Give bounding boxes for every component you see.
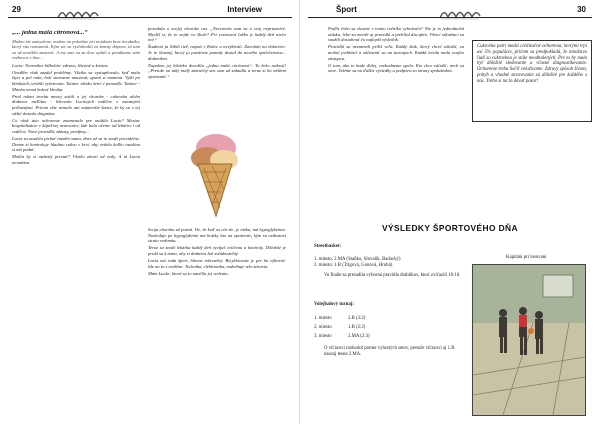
result-item: 2. miesto: 1.B (Trigová, Gonová, Hrubá) xyxy=(314,263,393,268)
result-place: 1. miesto xyxy=(314,316,332,321)
volleyball-heading: Volejbalový turnaj: xyxy=(314,302,354,307)
paragraph: Pred rokmi trochu menej zistili o jej chorobe - cukrovka alebo diabetes mellitus - lekovala Luciiných rodičov s ostatnými príbuznými. Pritom ešte nemalo ani najmenšie šance, že by sa v tej vášní dostala diagnóza. xyxy=(12,93,140,116)
left-column-1 xyxy=(12,30,140,418)
info-box: Cukrovka patrí medzi civilizačné ochorenia, ktorými trpí asi 5% populácie, pričom sa predpokladá, že množstvo ľudí so cukrovkou je stále neodhalených. Pre to by mala byť dôležité sledovanie a včasné diagnostikovanie. Ochorenie treba liečiť celoživotne. Zdravý spôsob života, pohyb a vhodné stravovanie sú dôležité pre každého z nás. Treba si na to dávať pozor! xyxy=(472,40,592,122)
streetball-note: Vo finále sa presadila výborná pravidla drablikov, ktorí zvíťazili 16:10. xyxy=(324,273,461,278)
article-headline: „... jedna malá citrónová...“ xyxy=(12,30,88,36)
paragraph: Pravidlá sa nezmenili príliš veľa. Každý žiak, ktorý chcel súťažiť, sa mohol prihlásiť a zúčastniť sa na turnajoch. Každá trieda mala svojho zástupcu. xyxy=(328,44,464,61)
right-column-1 xyxy=(328,26,464,196)
paragraph: Svoju chorobu už pozná. Vie, že keď sa cíti zle, je nízka, má hypoglykémiu. Nasleduje po hypoglykémii má krátky čas na opatrenie, kým sa nedostaví strata vedomia. xyxy=(148,227,286,244)
article-lead: Možno ste zamyslene, možno na poludnie pri nejakom brze úvodníku, ktorý vás rozosmial. Kým ste sa vyslobodili zo zmeny dojmov, tá tam sa už nestihla zastaviť. A my sme sa za ňou vydali a ponúkame vám rozhovor s ňou... xyxy=(12,38,140,61)
header-rule-left xyxy=(8,17,292,18)
paragraph: Onedlho však zazdal problémy. Všetko sa vystupňovalo, keď mala štyri a pol roka, boli starostne unavená, spomí si mamina. Vyšli po klinikách, urobili vyšetrenia. Tatiner všetko šetrí v pomodle. Tatiner - Mnoho nemá bolesť klinika. xyxy=(12,69,140,92)
paragraph: Lucia má rada šport, hlavne rekreačný. Bicyklovanie je pre ňu výborné. Ide na to s rodičmi. Technika, elektronika, nadvihuje telo zdravia. xyxy=(148,258,286,269)
paragraph: O tom, ako to bude ďalej, rozhodneme spolu. Kto chce súťažiť, nech sa ozve. Tešíme sa na ďalšie výsledky a podporu zo strany spolužiakov. xyxy=(328,62,464,74)
volleyball-results xyxy=(314,302,464,358)
result-team: 1.B (2:2) xyxy=(348,325,366,330)
result-team: 2.MA (2:3) xyxy=(348,334,370,339)
page-number-left: 29 xyxy=(12,5,21,14)
right-page xyxy=(300,0,600,424)
left-header xyxy=(8,3,292,17)
paragraph: Teraz sa snaží lekárka každý deň vyvíjať cvičenia a kontroly. Dôležité je pridá sa k tomu, aby si diabetes bol zvládnuteľný. xyxy=(148,245,286,256)
gym-scene-image xyxy=(473,265,585,415)
section-title-right: Šport xyxy=(336,5,357,14)
volleyball-note: O víťazovi rozhodol pomer vyhratých setov, pretože víťazovi aj 1.B naozaj tesne 2.MA. xyxy=(324,346,455,357)
right-header xyxy=(308,3,592,17)
result-item: 1. miesto: 2.MA (Staňko, Slovalík, Badacký) xyxy=(314,257,401,262)
paragraph: Napokon jej lekárka dovolila „jednu malú citrónovú“. To bolo radosti! „Pretože za taký malý zázračný sen som už zabudla a teraz si ho môžem spomenúť.“ xyxy=(148,62,286,79)
sports-hall-photo xyxy=(472,264,586,416)
result-team: 2.B (3:2) xyxy=(348,316,366,321)
result-place: 2. miesto xyxy=(314,325,332,330)
results-title: VÝSLEDKY ŠPORTOVÉHO DŇA xyxy=(382,223,518,233)
paragraph: Mohla by si niekedy prestať? Všetko závisí od vedy. A tú Lucia nevzdáva. xyxy=(12,154,140,166)
paragraph: Lucia: Normálne bilbolito- zdravo, šťastné a krásne. xyxy=(12,62,109,68)
left-column-2-top xyxy=(148,26,286,121)
paragraph: Mám Lucke, ktorá sa to naučila jej vedeniu. xyxy=(148,270,229,276)
ice-cream-cone-image xyxy=(176,128,256,220)
photo-caption: Kapitáni pri losovaní xyxy=(506,255,547,260)
left-column-2-bottom xyxy=(148,227,286,419)
paragraph: Študenti ju ľúbili tiež, najmä v Rožve a nevýžívali. Zavolala na doktorov: Je to šťastný, ktorý ju pozitívne pomaly dostal do nového spoločenstva... diabetikov. xyxy=(148,44,286,61)
streetball-heading: Streetbasket: xyxy=(314,244,342,249)
streetball-results xyxy=(314,244,464,279)
header-rule-right xyxy=(308,17,592,18)
paragraph: povedala o svojej chorobe raz. „Nevravela som sa o svoj nepriaznivé. Myslíš si, že to nejde vo škole? Pri cestovaní ťažko je každý deň niečo iné.“ xyxy=(148,26,286,43)
paragraph: Podľa čoho sa vlastne v tomto ročníku vyhrávalo? Nie je to jednoduchá otázka, lebo sa menili aj pravidlá a prehľad disciplín. Všetci súťažiaci sa snažili dosiahnuť čo najlepší výsledok. xyxy=(328,26,464,43)
result-place: 3. miesto xyxy=(314,334,332,339)
paragraph: Co však tuto ochorenie znamenalo pre malúlu Luciu? Mesiac hospitalizácie v kúpeľnej nemocnici, kde bola učenie od lekárov i od rodičov. Nové pravidlá, zákazy, predpisy... xyxy=(12,117,140,134)
paragraph: Lucia sa naučila pichať inzulín sama, dnes už sa to snaží pravidelne. Denne si kontroluje hladinu cukru v krvi, aby vedela koľko inzulínu si má podať. xyxy=(12,136,140,153)
page-number-right: 30 xyxy=(577,5,586,14)
section-title-left: Interview xyxy=(227,5,262,14)
